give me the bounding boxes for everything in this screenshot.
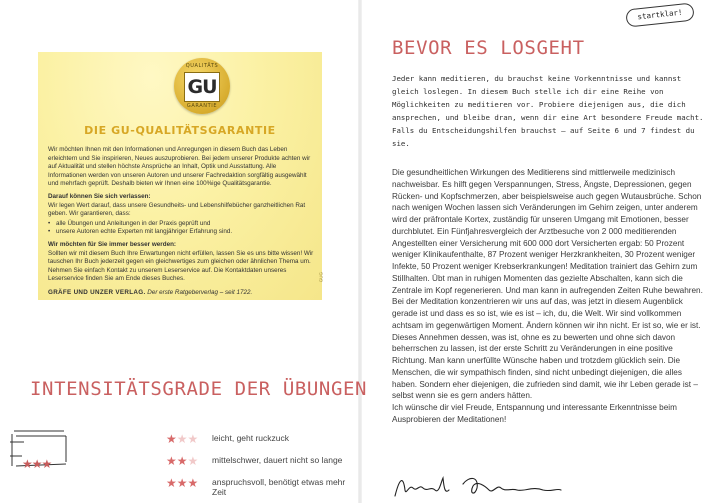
gu-section-1 (48, 193, 316, 219)
intensity-level-description: leicht, geht ruckzuck (212, 433, 290, 443)
star-filled-icon: ★ (187, 476, 199, 490)
seal-bottom-text: GARANTIE (186, 103, 218, 109)
star-filled-icon: ★ (166, 454, 177, 468)
gu-quality-seal (174, 58, 230, 114)
gu-section-1-heading: Darauf können Sie sich verlassen: (48, 192, 151, 200)
gu-publisher-line (48, 289, 316, 298)
gu-bullet-list (48, 220, 316, 237)
intensity-level-description: mittelschwer, dauert nicht so lange (212, 455, 343, 465)
gu-box-title: DIE GU-QUALITÄTSGARANTIE (84, 124, 276, 137)
publisher-since: Der erste Ratgeberverlag – seit 1722. (147, 288, 253, 296)
star-empty-icon: ★ (176, 432, 188, 446)
gu-intro-paragraph: Wir möchten Ihnen mit den Informationen und Anregungen in diesem Buch das Leben erleichtern und Sie inspirieren, Neues auszuprobieren. Bei jedem unserer Produkte achten wir auf Aktualität und stellen höchste Ansprüche an Inhalt, Optik und Ausstattung. Alle Informationen werden von unseren Autoren und unserer Fachredaktion sorgfältig ausgewählt und mehrfach geprüft. Deshalb bieten wir Ihnen eine 100%ige Qualitätsgarantie. (48, 146, 311, 188)
intro-handwritten-text: Jeder kann meditieren, du brauchst keine Vorkenntnisse und kannst gleich loslegen. In diesem Buch stelle ich dir eine Reihe von Möglichkeiten zu meditieren vor. Probiere diejenigen aus, die dich ansprechen, und bleibe dran, wenn dir eine Art besondere Freude macht. Falls du Entscheidungshilfen brauchst – auf Seite 6 und 7 findest du sie. (392, 74, 704, 148)
star-filled-icon: ★ (166, 476, 177, 490)
gu-section-2 (48, 241, 316, 284)
stars-icon-group (166, 476, 210, 490)
gu-guarantee-box (38, 52, 322, 300)
star-filled-icon: ★ (166, 432, 177, 446)
author-signature (393, 470, 563, 500)
star-empty-icon: ★ (187, 432, 199, 446)
gu-box-body (48, 146, 316, 298)
startklar-badge: startklar! (625, 2, 695, 27)
intensity-level-description: anspruchsvoll, benötigt etwas mehr Zeit (212, 477, 346, 497)
gu-section-2-text: Sollten wir mit diesem Buch Ihre Erwartungen nicht erfüllen, lassen Sie es uns bitte wissen! Wir tauschen Ihr Buch jederzeit gegen ein gleichwertiges zum gleichen oder ähnlichen Thema um. Nehmen Sie einfach Kontakt zu unserem Leserservice auf. Die Kontaktdaten unseres Leserservice finden Sie am Ende dieses Buches. (48, 249, 314, 283)
intensity-level-row (160, 432, 360, 454)
body-paragraph: Bei der Meditation konzentrieren wir uns auf das, was jetzt in diesem Augenblick gerade ist und dass es so ist, wie es ist – ich, du, die Welt. Wir sind vollkommen achtsam im gegenwärtigen Moment. Ändern können wir ihn nicht. Er ist so, wie er ist. Dieses Annehmen dessen, was ist, ohne es zu bewerten und ohne sich davon beherrschen zu lassen, ist der erste Schritt zu Veränderungen in eine positive Richtung. Man kann unerfüllte Wünsche haben und trotzdem glücklich sein. Die Menschen, die wir sympathisch finden, sind nicht unbedingt diejenigen, die alles haben. Sondern eher diejenigen, die zufrieden sind damit, wie ihr Leben gerade ist – selbst wenn sie es gern anders hätten. (392, 297, 701, 401)
gu-code: GUG (318, 272, 323, 283)
publisher-name: GRÄFE UND UNZER VERLAG. (48, 288, 146, 296)
stars-icon-group (166, 432, 210, 446)
gu-bullet-item: • alle Übungen und Anleitungen in der Praxis geprüft und (54, 220, 316, 229)
sample-stars-icon: ★★★ (22, 457, 52, 471)
star-empty-icon: ★ (187, 454, 199, 468)
gu-section-1-text: Wir legen Wert darauf, dass unsere Gesundheits- und Lebenshilfebücher ganzheitlichen Rat geben. Wir garantieren, dass: (48, 201, 306, 218)
intensity-levels (160, 432, 360, 498)
stars-icon-group (166, 454, 210, 468)
intensity-level-row (160, 454, 360, 476)
body-paragraph: Die gesundheitlichen Wirkungen des Meditierens sind mittlerweile medizinisch nachweisbar. Es hilft gegen Verspannungen, Stress, Ängste, Depressionen, gegen Rücken- und Kopfschmerzen, aber beispielsweise auch gegen Wutausbrüche. Schon nach wenigen Wochen lassen sich Veränderungen im Gehirn zeigen, unter anderem wird der präfrontale Kortex, zuständig für unseren Umgang mit Emotionen, besser durchblutet. Ein Fünfjahresvergleich der Arztbesuche von 2 000 meditierenden Angestellten einer Versicherung mit 600 000 dort Versicherten ergab: 50 Prozent weniger Klinikaufenthalte, 87 Prozent weniger Herzkrankheiten, 30 Prozent weniger Infekte, 50 Prozent weniger Krebserkrankungen! Meditation trainiert das Gehirn zum Stillhalten. Übt man in ruhigen Momenten das gezielte Abschalten, kann sich die Zentrale im Kopf regenerieren. Und man kann in aufregenden Zeiten Ruhe bewahren. (392, 168, 703, 295)
star-filled-icon: ★ (176, 476, 188, 490)
body-text (392, 167, 708, 426)
body-paragraph: Ich wünsche dir viel Freude, Entspannung und interessante Erkenntnisse beim Ausprobieren der Meditationen! (392, 403, 677, 424)
intensity-title: INTENSITÄTSGRADE DER ÜBUNGEN (30, 378, 368, 400)
intensity-level-row (160, 476, 360, 498)
book-gutter (358, 0, 362, 503)
star-filled-icon: ★ (176, 454, 188, 468)
seal-letters: GU (184, 72, 220, 102)
seal-top-text: QUALITÄTS (185, 63, 219, 69)
gu-bullet-item: • unsere Autoren echte Experten mit langjähriger Erfahrung sind. (54, 228, 316, 237)
gu-section-2-heading: Wir möchten für Sie immer besser werden: (48, 240, 177, 248)
page-title: BEVOR ES LOSGEHT (392, 37, 585, 59)
